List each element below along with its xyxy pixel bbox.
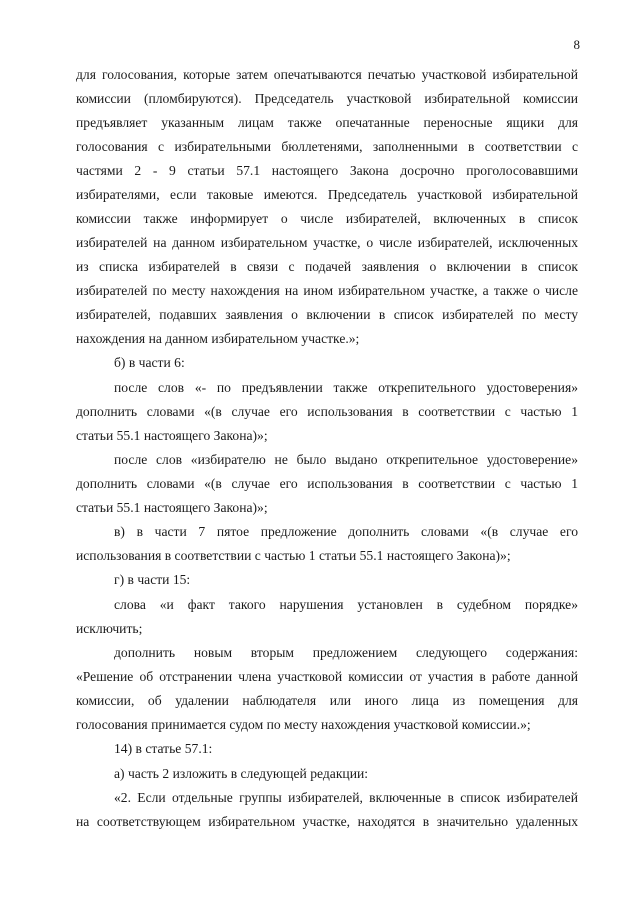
text-line: голосования принимается судом по месту нахождения участковой комиссии.»; [76, 717, 531, 732]
text-line: дополнить словами «(в случае его использования в соответствии с частью 1 [76, 404, 578, 419]
text-line: после слов «избирателю не было выдано открепительное удостоверение» [114, 452, 578, 467]
text-line: на соответствующем избирательном участке, находятся в значительно удаленных [76, 814, 578, 829]
text-line: слова «и факт такого нарушения установлен в судебном порядке» [114, 597, 578, 612]
text-line: использования в соответствии с частью 1 статьи 55.1 настоящего Закона)»; [76, 548, 511, 563]
text-line: голосования с избирательными бюллетенями, заполненными в соответствии с [76, 139, 578, 154]
text-line: комиссии, об удалении наблюдателя или иного лица из помещения для [76, 693, 578, 708]
text-line: избирателей по месту нахождения на ином избирательном участке, а также о числе [76, 283, 578, 298]
text-line: дополнить новым вторым предложением следующего содержания: [114, 645, 578, 660]
text-line: а) часть 2 изложить в следующей редакции: [114, 766, 369, 781]
text-line: 14) в статье 57.1: [114, 741, 213, 756]
text-line: статьи 55.1 настоящего Закона)»; [76, 428, 268, 443]
text-line: частями 2 - 9 статьи 57.1 настоящего Закона досрочно проголосовавшими [76, 163, 578, 178]
page-number: 8 [573, 37, 580, 52]
text-line: «Решение об отстранении члена участковой комиссии от участия в работе данной [76, 669, 578, 684]
text-line: из списка избирателей в связи с подачей заявления о включении в список [76, 259, 578, 274]
text-line: статьи 55.1 настоящего Закона)»; [76, 500, 268, 515]
text-line: дополнить словами «(в случае его использования в соответствии с частью 1 [76, 476, 578, 491]
text-line: после слов «- по предъявлении также открепительного удостоверения» [114, 380, 578, 395]
text-line: комиссии также информирует о числе избирателей, включенных в список [76, 211, 578, 226]
text-line: избирателей, подавших заявления о включении в список избирателей по месту [76, 307, 578, 322]
text-line: в) в части 7 пятое предложение дополнить словами «(в случае его [114, 524, 578, 539]
text-line: нахождения на данном избирательном участке.»; [76, 331, 360, 346]
text-line: г) в части 15: [114, 572, 191, 587]
text-line: комиссии (пломбируются). Председатель участковой избирательной комиссии [76, 91, 578, 106]
text-line: для голосования, которые затем опечатываются печатью участковой избирательной [76, 67, 578, 82]
text-line: исключить; [76, 621, 143, 636]
text-line: избирателей на данном избирательном участке, о числе избирателей, исключенных [76, 235, 578, 250]
text-line: избирателями, если таковые имеются. Председатель участковой избирательной [76, 187, 578, 202]
text-line: предъявляет указанным лицам также опечатанные переносные ящики для [76, 115, 578, 130]
text-line: «2. Если отдельные группы избирателей, включенные в список избирателей [114, 790, 578, 805]
text-line: б) в части 6: [114, 355, 185, 370]
